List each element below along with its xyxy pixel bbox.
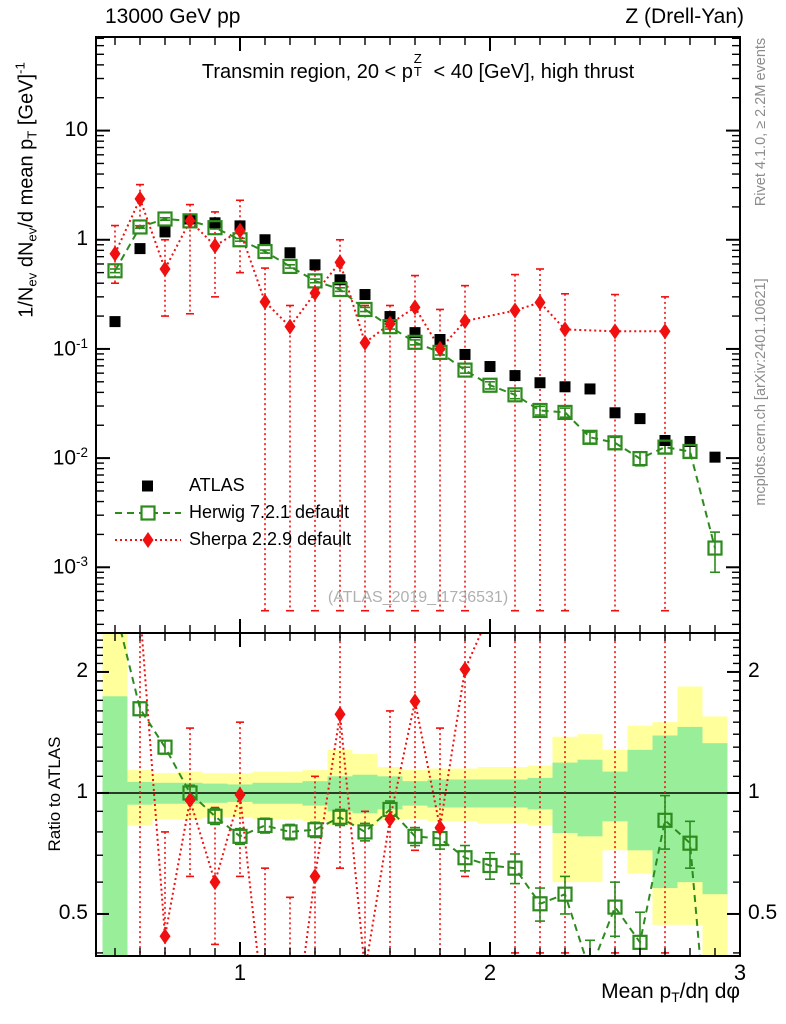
legend-item-atlas [112, 472, 245, 499]
legend-label: ATLAS [189, 475, 245, 495]
sherpa-marker [660, 323, 671, 339]
rivet-version-note: Rivet 4.1.0, ≥ 2.2M events [753, 37, 769, 207]
sherpa-marker [310, 868, 321, 884]
y-main-tick-label: 1 [76, 226, 88, 250]
plot-title: Transmin region, 20 < p Z T < 40 [GeV], high thrust [201, 51, 635, 83]
y-ratio-tick-label-right: 1 [748, 779, 760, 803]
atlas-marker [210, 217, 221, 228]
sherpa-marker [610, 484, 621, 500]
legend-label: Herwig 7.2.1 default [189, 502, 350, 522]
mcplots-arxiv-note: mcplots.cern.ch [arXiv:2401.10621] [753, 278, 769, 506]
x-tick-label: 1 [233, 960, 247, 985]
sherpa-marker [410, 693, 421, 709]
sherpa-marker [410, 299, 421, 315]
sherpa-marker [210, 238, 221, 254]
sherpa-marker [135, 191, 146, 207]
sherpa-marker [110, 246, 121, 262]
sherpa-marker [460, 661, 471, 677]
atlas-marker [260, 234, 271, 245]
sherpa-marker [210, 874, 221, 890]
legend-item-herwig [112, 499, 349, 526]
sherpa-marker [510, 302, 521, 318]
legend-marker-atlas [112, 474, 184, 498]
atlas-marker [460, 349, 471, 360]
sherpa-marker [435, 820, 446, 836]
band-green [703, 743, 728, 894]
atlas-marker [610, 407, 621, 418]
atlas-marker [710, 452, 721, 463]
sherpa-marker [160, 928, 171, 944]
x-tick-label: 3 [733, 960, 747, 985]
x-tick-label: 2 [483, 960, 497, 985]
header-beam-energy: 13000 GeV pp [105, 5, 241, 28]
y-ratio-tick-label-left: 2 [76, 658, 88, 682]
band-green [353, 775, 378, 814]
atlas-marker [485, 361, 496, 372]
band-green [578, 760, 603, 837]
sherpa-marker [660, 383, 671, 399]
band-green [628, 750, 653, 850]
atlas-marker [635, 413, 646, 424]
y-ratio-tick-label-right: 2 [748, 658, 760, 682]
y-main-tick-label: $10^{-2}$ [52, 445, 88, 470]
sherpa-marker [360, 963, 371, 979]
band-green [103, 696, 128, 1003]
atlas-marker [535, 377, 546, 388]
legend-marker-herwig [112, 501, 184, 525]
y-main-tick-label: $10^{-3}$ [52, 554, 88, 579]
atlas-marker [135, 243, 146, 254]
x-axis-label: Mean $p_T/d\eta$ dφ [601, 980, 740, 1006]
legend-marker-sherpa [112, 528, 184, 552]
legend-item-sherpa [112, 526, 351, 553]
y-ratio-tick-label-right: 0.5 [748, 900, 778, 924]
atlas-marker [110, 316, 121, 327]
stacked-supsub: Z T [413, 51, 422, 79]
y-main-tick-label: 10 [64, 117, 88, 141]
herwig-marker [584, 965, 597, 978]
atlas-marker [360, 289, 371, 300]
y-main-tick-label: $10^{-1}$ [52, 335, 88, 361]
y-axis-label-main: $1/N_{ev}$ $dN_{ev}/d$ mean $p_T$ [GeV]$^{-1}$ [12, 62, 40, 318]
analysis-watermark: (ATLAS_2019_I1736531) [327, 589, 509, 606]
sherpa-marker [610, 323, 621, 339]
sherpa-marker [460, 313, 471, 329]
sherpa-marker [260, 294, 271, 310]
sherpa-marker [335, 254, 346, 270]
sherpa-marker [260, 1014, 271, 1024]
atlas-marker [310, 259, 321, 270]
y-ratio-tick-label-left: 0.5 [58, 900, 88, 924]
legend-label: Sherpa 2.2.9 default [189, 529, 352, 549]
sherpa-marker [360, 335, 371, 351]
sherpa-marker [560, 321, 571, 337]
atlas-marker [160, 226, 171, 237]
header-process: Z (Drell-Yan) [625, 5, 744, 28]
atlas-marker [585, 383, 596, 394]
y-ratio-tick-label-left: 1 [76, 779, 88, 803]
sherpa-marker [335, 706, 346, 722]
atlas-marker [285, 247, 296, 258]
atlas-marker [560, 381, 571, 392]
y-axis-label-ratio: Ratio to ATLAS [45, 736, 64, 852]
sherpa-marker [535, 295, 546, 311]
atlas-marker [510, 370, 521, 381]
